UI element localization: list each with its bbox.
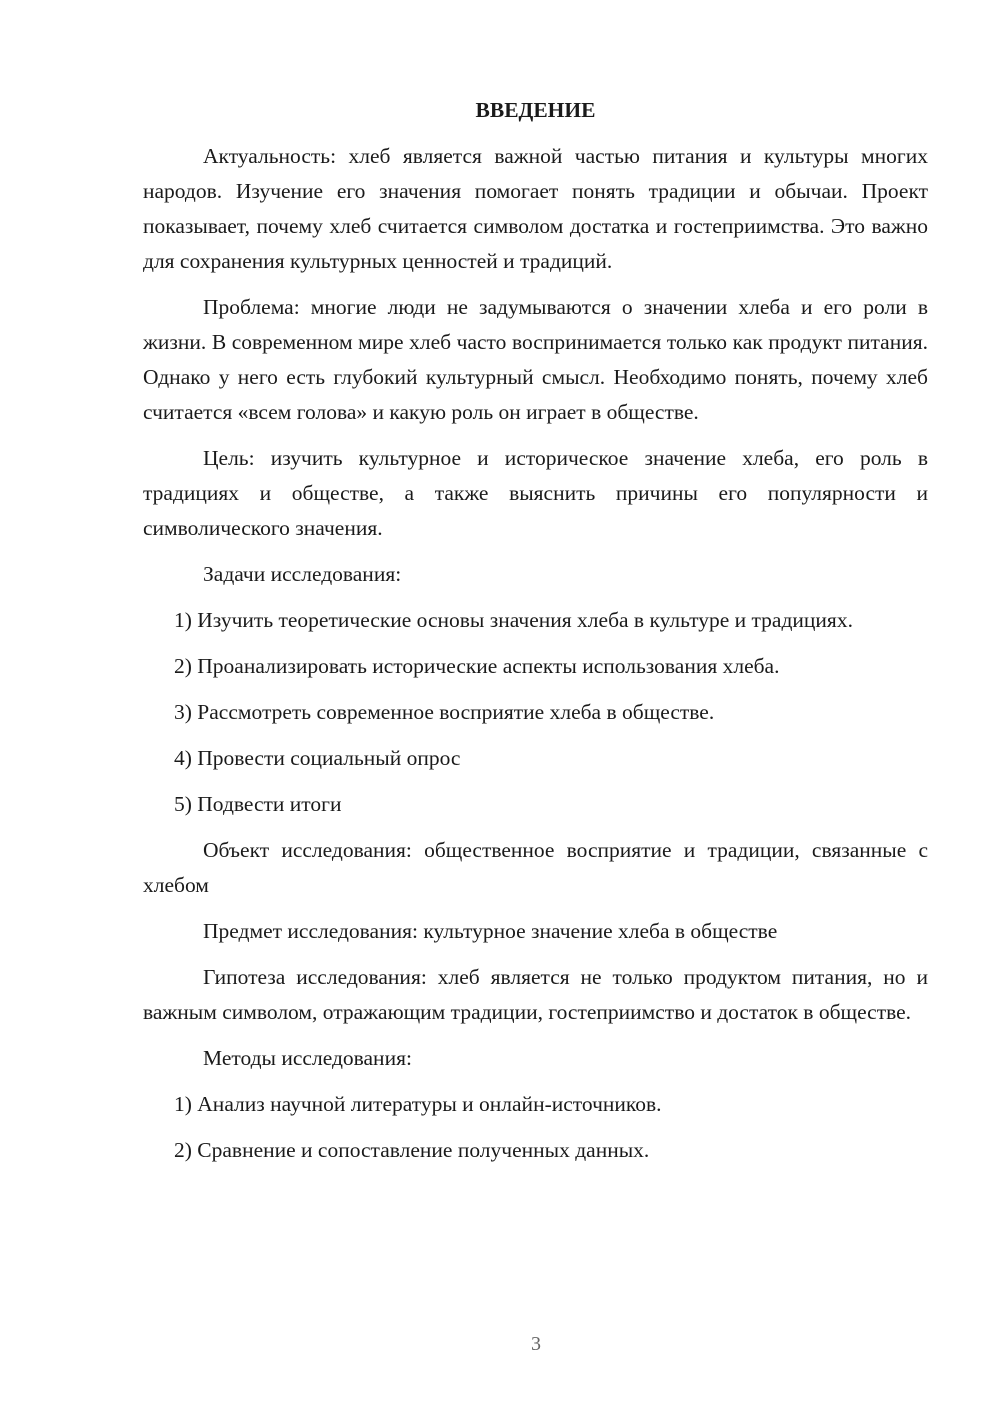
task-item: 2) Проанализировать исторические аспекты использования хлеба. [174, 654, 780, 678]
method-item: 1) Анализ научной литературы и онлайн-источников. [174, 1092, 662, 1116]
page-content [143, 93, 928, 1179]
task-item: 4) Провести социальный опрос [174, 746, 461, 770]
method-item: 2) Сравнение и сопоставление полученных данных. [174, 1138, 650, 1162]
subject-paragraph: Предмет исследования: культурное значение хлеба в обществе [203, 919, 778, 943]
task-item: 5) Подвести итоги [174, 792, 342, 816]
object-paragraph: Объект исследования: общественное восприятие и традиции, связанные с хлебом [143, 838, 928, 897]
hypothesis-paragraph: Гипотеза исследования: хлеб является не только продуктом питания, но и важным символом, отражающим традиции, гостеприимство и достаток в обществе. [143, 965, 928, 1024]
task-item: 3) Рассмотреть современное восприятие хлеба в обществе. [174, 700, 715, 724]
goal-paragraph: Цель: изучить культурное и историческое значение хлеба, его роль в традициях и обществе, а также выяснить причины его популярности и символического значения. [143, 446, 928, 540]
page-number: 3 [531, 1333, 541, 1355]
tasks-title: Задачи исследования: [203, 562, 402, 586]
section-heading: ВВЕДЕНИЕ [475, 98, 596, 122]
relevance-paragraph: Актуальность: хлеб является важной частью питания и культуры многих народов. Изучение его значения помогает понять традиции и обычаи. Проект показывает, почему хлеб считается символом достатка и гостеприимства. Это важно для сохранения культурных ценностей и традиций. [143, 144, 928, 273]
problem-paragraph: Проблема: многие люди не задумываются о значении хлеба и его роли в жизни. В современном мире хлеб часто воспринимается только как продукт питания. Однако у него есть глубокий культурный смысл. Необходимо понять, почему хлеб считается «всем голова» и какую роль он играет в обществе. [143, 295, 928, 424]
task-item: 1) Изучить теоретические основы значения хлеба в культуре и традициях. [174, 608, 853, 632]
methods-title: Методы исследования: [203, 1046, 412, 1070]
